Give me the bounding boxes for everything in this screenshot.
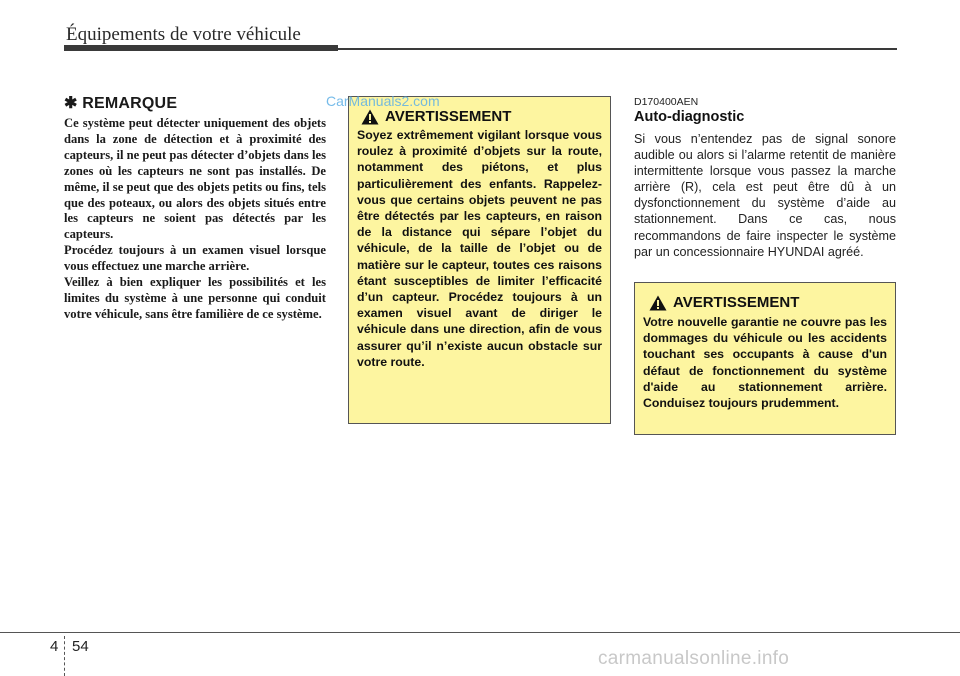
- remark-body: [64, 116, 326, 323]
- page-number: 54: [72, 638, 89, 655]
- warning-box-2: [634, 282, 896, 435]
- warning-text: Soyez extrêmement vigilant lorsque vous roulez à proximité d’objets sur la route, notamment des piétons, et plus particulièrement des enfants. Rappelez-vous que certains objets peuvent ne pas être détectés par les capteurs, en raison de la distance qui sépare l’objet du véhicule, de la taille de l’objet ou de matière sur le capteur, toutes ces raisons étant susceptibles de limiter l’efficacité d’un capteur. Procédez toujours à un examen visuel avant de diriger le véhicule dans une direction, afin de vous assurer qu’il n’existe aucun obstacle sur votre route.: [357, 128, 602, 369]
- remark-paragraph: Procédez toujours à un examen visuel lorsque vous effectuez une marche arrière.: [64, 243, 326, 274]
- watermark-top: CarManuals2.com: [326, 93, 440, 109]
- warning-triangle-icon: [649, 295, 667, 311]
- section-title: Auto-diagnostic: [634, 109, 745, 125]
- remark-paragraph: Ce système peut détecter uniquement des objets dans la zone de détection et à proximité des capteurs, il ne peut pas détecter d’objets dans les zones où les capteurs ne sont pas installés. De même, il se peut que des objets petits ou fins, tels que des poteaux, ou alors des objets situés entre les capteurs ne soient pas détectés par les capteurs.: [64, 116, 326, 242]
- footer-rule: [0, 632, 960, 633]
- warning-box-1: [348, 96, 611, 424]
- page-header-title: Équipements de votre véhicule: [66, 24, 301, 45]
- remark-paragraph: Veillez à bien expliquer les possibilités et les limites du système à une personne qui conduit votre véhicule, sans être familière de ce système.: [64, 275, 326, 321]
- page-number-divider: [64, 636, 65, 676]
- section-body: Si vous n’entendez pas de signal sonore audible ou alors si l’alarme retentit de manière intermittente lorsque vous passez la marche arrière (R), cela est peut être dû à un dysfonctionnement du système d’aide au stationnement. Dans ce cas, nous recommandons de faire inspecter le système par un concessionnaire HYUNDAI agréé.: [634, 132, 896, 259]
- section-code: D170400AEN: [634, 96, 699, 108]
- warning-title: AVERTISSEMENT: [385, 108, 512, 125]
- warning-title: AVERTISSEMENT: [673, 294, 800, 311]
- warning-text: Votre nouvelle garantie ne couvre pas les dommages du véhicule ou les accidents touchant ses occupants à cause d'un défaut de fonctionnement du système d'aide au stationnement arrière. Conduisez toujours prudemment.: [643, 315, 887, 411]
- warning-header: [649, 294, 887, 311]
- header-rule-thin: [338, 48, 897, 50]
- warning-header: [361, 108, 602, 125]
- warning-triangle-icon: [361, 109, 379, 125]
- page-chapter-number: 4: [50, 638, 59, 655]
- watermark-bottom: carmanualsonline.info: [598, 648, 790, 669]
- header-rule-thick: [64, 45, 338, 51]
- remark-title: ✱ REMARQUE: [64, 95, 178, 112]
